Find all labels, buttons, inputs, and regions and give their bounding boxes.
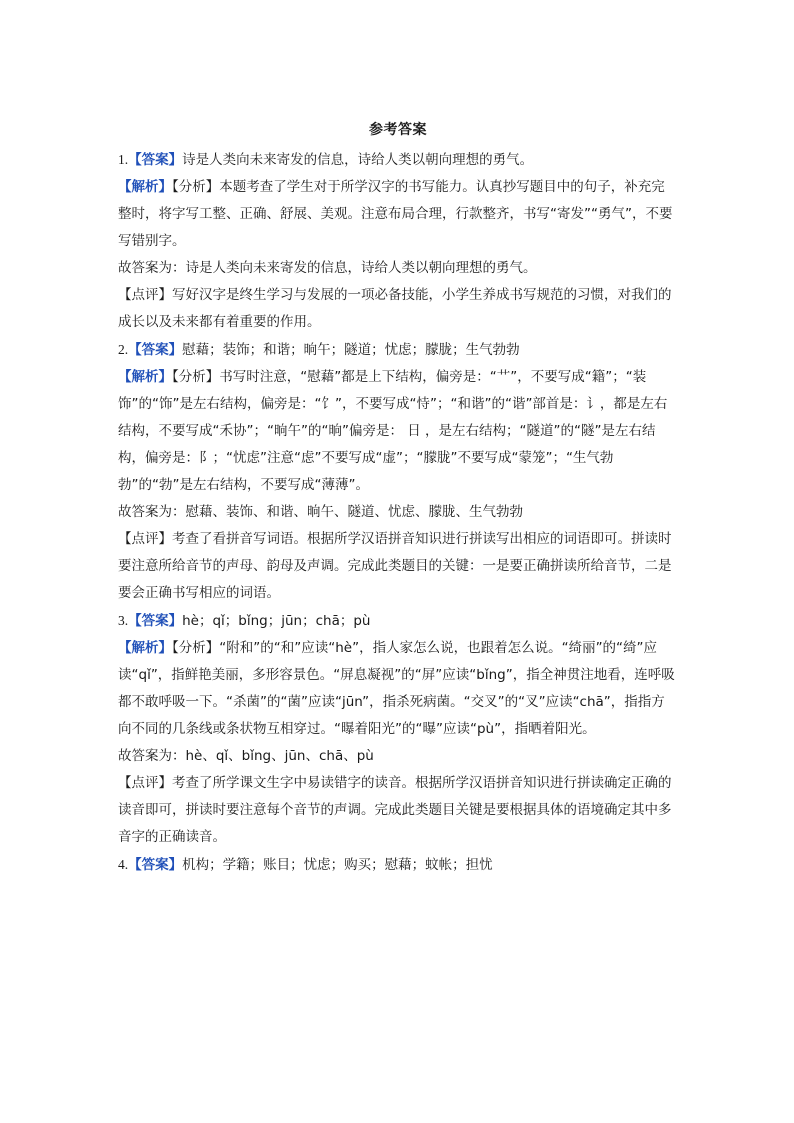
q2-analysis-text: 书写时注意，“慰藉”都是上下结构，偏旁是：“艹”，不要写成“籍”；“装饰”的“饰”是左右结构，偏旁是：“饣”，不要写成“恃”；“和谐”的“谐”部首是：讠，都是左右结构，不要写成“禾协”；“晌午”的“晌”偏旁是： 日 ，是左右结构；“隧道”的“隧”是左右结构，偏旁是：阝；“忧虑”注意“虑”不要写成“虚”；“朦胧”不要写成“蒙笼”；“生气勃勃”的“勃”是左右结构，不要写成“薄薄”。 [118,369,668,493]
analysis-tag: 【解析】 [118,179,172,195]
q1-analysis-text: 本题考查了学生对于所学汉字的书写能力。认真抄写题目中的句子，补充完整时，将字写工整、正确、舒展、美观。注意布局合理，行款整齐，书写“寄发”“勇气”，不要写错别字。 [118,179,673,249]
q3-comment-text: 考查了所学课文生字中易读错字的读音。根据所学汉语拼音知识进行拼读确定正确的读音即可，拼读时要注意每个音节的声调。完成此类题目关键是要根据具体的语境确定其中多音字的正确读音。 [118,775,672,845]
answer-tag: 【答案】 [128,342,183,358]
q2-comment [118,526,678,607]
q1-comment [118,282,678,336]
q3-answer: hè；qǐ；bǐng；jūn；chā；pù [182,613,371,629]
comment-tag: 【点评】 [118,775,172,791]
q2-comment-text: 考查了看拼音写词语。根据所学汉语拼音知识进行拼读写出相应的词语即可。拼读时要注意所给音节的声母、韵母及声调。完成此类题目的关键：一是要正确拼读所给音节，二是要会正确书写相应的词语。 [118,531,672,601]
q1-analysis [118,174,678,255]
q4-answer-line [118,851,678,879]
q2-answer-line [118,336,678,364]
q4-number: 4. [118,857,129,872]
q2-number: 2. [118,342,129,357]
q2-answer: 慰藉；装饰；和谐；晌午；隧道；忧虑；朦胧；生气勃勃 [182,342,520,358]
q3-analysis [118,635,678,743]
fenxi-tag: 【分析】 [172,640,220,656]
q2-final: 故答案为：慰藉、装饰、和谐、晌午、隧道、忧虑、朦胧、生气勃勃 [118,504,523,520]
q3-final: 故答案为：hè、qǐ、bǐng、jūn、chā、pù [118,748,374,764]
q1-final: 故答案为：诗是人类向未来寄发的信息，诗给人类以朝向理想的勇气。 [118,260,537,276]
q1-answer: 诗是人类向未来寄发的信息，诗给人类以朝向理想的勇气。 [182,152,534,168]
comment-tag: 【点评】 [118,531,172,547]
q3-answer-line [118,607,678,635]
q3-comment [118,770,678,851]
answer-page [118,120,678,879]
analysis-tag: 【解析】 [118,640,172,656]
fenxi-tag: 【分析】 [172,369,220,385]
q1-comment-text: 写好汉字是终生学习与发展的一项必备技能，小学生养成书写规范的习惯，对我们的成长以及未来都有着重要的作用。 [118,287,672,330]
analysis-tag: 【解析】 [118,369,172,385]
answer-tag: 【答案】 [128,857,183,873]
page-title: 参考答案 [369,122,427,138]
q1-number: 1. [118,152,129,167]
answer-tag: 【答案】 [128,152,183,168]
q4-answer: 机构；学籍；账目；忧虑；购买；慰藉；蚊帐；担忧 [182,857,493,873]
q3-analysis-text: “附和”的“和”应读“hè”，指人家怎么说，也跟着怎么说。“绮丽”的“绮”应读“qǐ”，指鲜艳美丽，多形容景色。“屏息凝视”的“屏”应读“bǐng”，指全神贯注地看，连呼吸都不敢呼吸一下。“杀菌”的“菌”应读“jūn”，指杀死病菌。“交叉”的“叉”应读“chā”，指指方向不同的几条线或条状物互相穿过。“曝着阳光”的“曝”应读“pù”，指晒着阳光。 [118,640,675,737]
fenxi-tag: 【分析】 [172,179,220,195]
q2-analysis [118,364,678,499]
answer-tag: 【答案】 [128,613,183,629]
q1-answer-line [118,146,678,174]
q3-number: 3. [118,613,129,628]
comment-tag: 【点评】 [118,287,172,303]
